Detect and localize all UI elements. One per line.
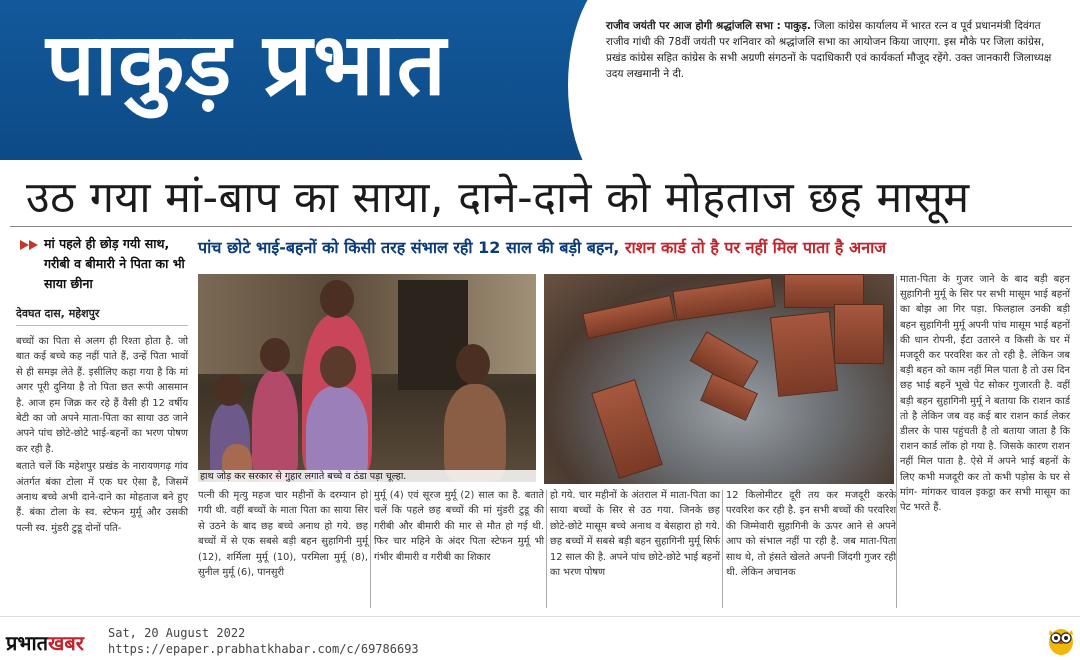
children-photo — [198, 274, 536, 482]
news-brief — [606, 18, 1066, 82]
headline-rule — [10, 226, 1072, 227]
right-body-text: माता-पिता के गुजर जाने के बाद बड़ी बहन सुहागिनी मुर्मू के सिर पर सभी मासूम भाई बहनों का बोझ आ गिर पड़ा. फिलहाल उनकी बड़ी बहन सुहागिनी मुर्मू अपनी पांच मासूम भाई बहनों की धान रोपनी, ईंटा उतारने व किसी के घर में मजदूरी कर परवरिश कर तो रही है. लेकिन जब बड़ी बहन को काम नहीं मिल पाता है तो उस दिन छह भाई बहनें भूखे पेट सोकर गुजारती है. वहीं बड़ी बहन सुहागिनी मुर्मू ने बताया कि राशन कार्ड तो है लेकिन जब वह कई बार राशन कार्ड लेकर डीलर के पास पहुंचती है तो बताया जाता है कि राशन कार्ड लॉक हो गया है. जिसके कारण राशन नहीं मिल पाता है. ऐसे में अपने भाई बहनों के लिए कभी मजदूरी कर तो कभी पड़ोस के घर से मांग- मांगकर चावल इकट्ठा कर सभी मासूम का पेट भरते हैं. — [900, 274, 1070, 514]
owl-icon[interactable] — [1046, 623, 1076, 657]
column-divider — [896, 276, 897, 608]
child-head — [456, 344, 490, 384]
child-head — [320, 280, 354, 318]
photo-caption: हाथ जोड़ कर सरकार से गुहार लगाते बच्चे व ठंडा पड़ा चूल्हा. — [198, 470, 536, 484]
column-text: 12 किलोमीटर दूरी तय कर मजदूरी करके परवरिश कर रही है. इन सभी बच्चों की परवरिश की जिम्मेवारी सुहागिनी के ऊपर आने से अपने आप को संभाल नहीं पा रही है. जब माता-पिता साथ थे, तो हंसते खेलते अपनी जिंदगी गुजर रही थी. लेकिन अचानक — [726, 490, 896, 579]
logo-part2: खबर — [48, 631, 84, 655]
epaper-url[interactable]: https://epaper.prabhatkhabar.com/c/69786693 — [108, 642, 419, 656]
brief-text: जिला कांग्रेस कार्यालय में भारत रत्न व पूर्व प्रधानमंत्री दिवंगत राजीव गांधी की 78वीं जयंती पर शनिवार को श्रद्धांजलि सभा का आयोजन किया जाएगा. इस मौके पर जिला कांग्रेस, प्रखंड कांग्रेस सहित कांग्रेस के सभी अग्रणी संगठनों के पदाधिकारी एवं कार्यकर्ता मौजूद रहेंगे. उक्त जानकारी जिलाध्यक्ष उदय लखमानी ने दी. — [606, 20, 1052, 80]
column-divider — [370, 490, 371, 608]
child-head — [320, 346, 356, 388]
logo-part1: प्रभात — [6, 631, 49, 655]
child-figure — [444, 384, 506, 482]
column-divider — [546, 490, 547, 608]
child-head — [214, 374, 244, 406]
masthead-curve-mask — [0, 0, 600, 160]
masthead-title: पाकुड़ प्रभात — [46, 15, 447, 115]
arrow-icon — [29, 240, 38, 250]
bottom-column-1 — [198, 488, 368, 580]
column-divider — [722, 490, 723, 608]
byline: देवघत दास, महेशपुर — [16, 306, 188, 326]
highlight-text: मां पहले ही छोड़ गयी साथ, गरीबी व बीमारी ने पिता का भी साया छीना — [44, 236, 185, 291]
edition-date: Sat, 20 August 2022 — [108, 626, 246, 640]
brick — [770, 311, 838, 397]
column-text: हो गये. चार महीनों के अंतराल में माता-पिता का साया बच्चों के सिर से उठ गया. जिनके छह छोटे-छोटे मासूम बच्चे अनाथ व बेसहारा हो गये. छह बच्चों में सबसे बड़ी बहन सुहागिनी मुर्मू सिर्फ 12 साल की है. अपने पांच छोटे-छोटे भाई बहनों का भरण पोषण — [550, 490, 720, 579]
bottom-column-4 — [726, 488, 896, 580]
stove-photo — [544, 274, 894, 484]
child-head — [260, 338, 290, 372]
right-column — [900, 272, 1070, 515]
column-text: पत्नी की मृत्यु महज चार महीनों के दरम्यान हो गयी थी. वहीं बच्चों के माता पिता का साया सिर से उठने के बाद छह बच्चे अनाथ हो गये. छह बच्चों में से एक सबसे बड़ी बहन सुहागिनी मुर्मू (12), शर्मिला मुर्मू (10), परमिला मुर्मू (8), सुनील मुर्मू (6), पानसुरी — [198, 490, 368, 579]
bottom-column-3 — [550, 488, 720, 580]
column-text: मुर्मू (4) एवं सूरज मुर्मू (2) साल का है. बताते चलें कि पहले छह बच्चों की मां मुंडरी टुडू की गरीबी और बीमारी की मार से मौत हो गई थी. फिर चार महिने के अंदर पिता स्टेफन मुर्मू भी गंभीर बीमारी व गरीबी का शिकार — [374, 490, 544, 563]
bottom-column-2 — [374, 488, 544, 565]
prabhat-khabar-logo[interactable] — [6, 629, 84, 656]
brief-lead: राजीव जयंती पर आज होगी श्रद्धांजलि सभा : पाकुड़. — [606, 20, 811, 32]
footer — [0, 616, 1080, 660]
brick — [582, 295, 675, 339]
left-body-text-2: बताते चलें कि महेशपुर प्रखंड के नारायणगढ़ गांव अंतर्गत बंका टोला में एक घर ऐसा है, जिसमें अनाथ बच्चे अभी दाने-दाने का मोहताज बने हुए हैं. बंका टोला के स्व. स्टेफन मुर्मू और उसकी पत्नी स्व. मुंडरी टुडू दोनों पति- — [16, 461, 188, 534]
brick — [784, 274, 864, 308]
left-body-text: बच्चों का पिता से अलग ही रिश्ता होता है. जो बात कई बच्चे कह नहीं पाते हैं, उन्हें पिता भावों से ही समझ लेते हैं. इसीलिए कहा गया है कि मां अगर पूरी दुनिया है तो पिता छत रूपी आसमान है. आज हम जिक्र कर रहे हैं वैसी ही 12 वर्षीय बेटी का जो अपने माता-पिता का साया उठ जाने अपने पांच छोटे-छोटे भाई-बहनों का भरण पोषण कर रही है. — [16, 336, 188, 455]
masthead-curve — [568, 0, 600, 160]
subhead-part2: राशन कार्ड तो है पर नहीं मिल पाता है अनाज — [624, 238, 887, 257]
brick — [672, 277, 775, 321]
brick — [834, 304, 884, 364]
subheadline — [198, 236, 1078, 258]
subhead-part1: पांच छोटे भाई-बहनों को किसी तरह संभाल रही 12 साल की बड़ी बहन, — [198, 238, 625, 257]
child-figure — [306, 386, 368, 482]
child-figure — [252, 370, 298, 482]
left-column — [16, 234, 188, 536]
brick — [591, 379, 663, 479]
arrow-icon — [20, 240, 29, 250]
story-highlight — [16, 234, 188, 294]
brick — [700, 373, 758, 421]
main-headline: उठ गया मां-बाप का साया, दाने-दाने को मोहताज छह मासूम — [26, 173, 970, 223]
